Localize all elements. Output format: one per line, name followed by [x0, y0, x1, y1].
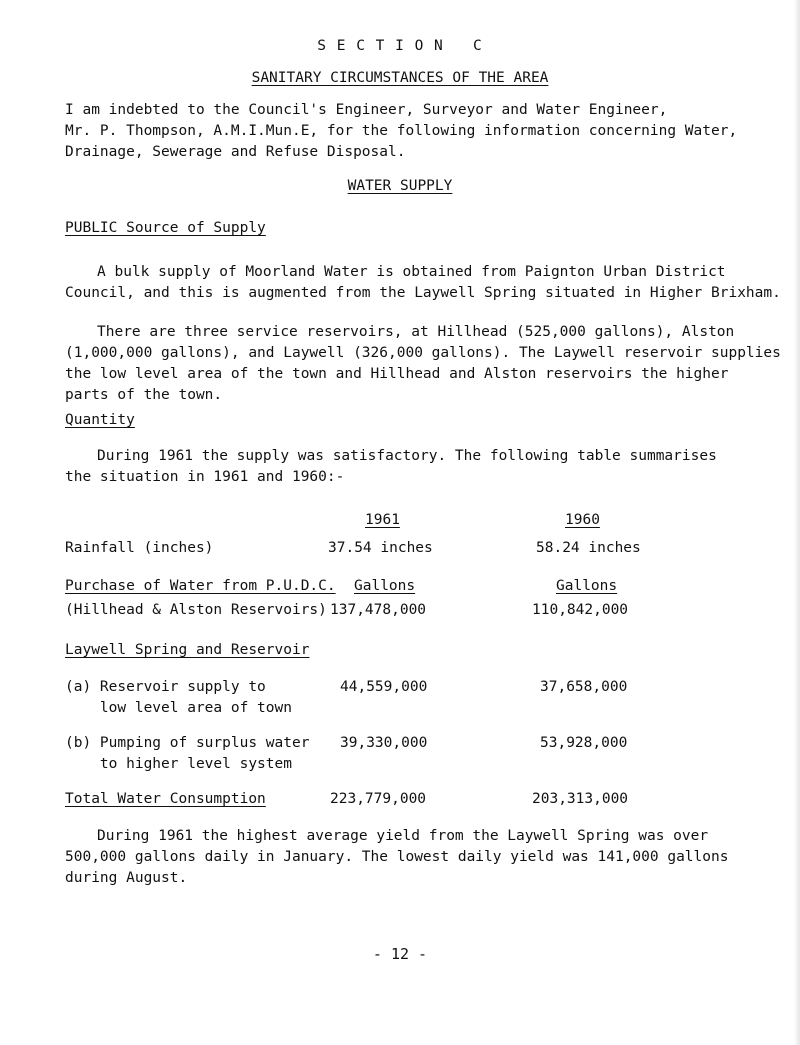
year-header-1960: 1960	[565, 512, 600, 528]
row-a-label-2: low level area of town	[65, 700, 292, 716]
row-a-1960: 37,658,000	[540, 679, 628, 695]
intro-paragraph	[65, 100, 775, 163]
public-source-line: Council, and this is augmented from the Laywell Spring situated in Higher Brixham.	[65, 285, 781, 301]
rainfall-1961: 37.54 inches	[328, 540, 433, 556]
public-source-line: A bulk supply of Moorland Water is obtained from Paignton Urban District	[97, 264, 726, 280]
purchase-1960: 110,842,000	[532, 602, 629, 618]
row-b-label-1: (b) Pumping of surplus water	[65, 735, 310, 751]
total-label: Total Water Consumption	[65, 791, 266, 807]
reservoirs-line: the low level area of the town and Hillhead and Alston reservoirs the higher	[65, 366, 729, 382]
intro-line: Mr. P. Thompson, A.M.I.Mun.E, for the following information concerning Water,	[65, 123, 738, 139]
section-heading: S E C T I O N C	[317, 38, 483, 54]
laywell-heading: Laywell Spring and Reservoir	[65, 642, 310, 658]
public-source-heading: PUBLIC Source of Supply	[65, 220, 266, 236]
quantity-paragraph	[65, 446, 800, 488]
purchase-1961: 137,478,000	[330, 602, 427, 618]
row-b-label-2: to higher level system	[65, 756, 292, 772]
row-a-1961: 44,559,000	[340, 679, 428, 695]
reservoirs-line: There are three service reservoirs, at Hillhead (525,000 gallons), Alston	[97, 324, 735, 340]
total-1960: 203,313,000	[532, 791, 629, 807]
intro-line: I am indebted to the Council's Engineer, Surveyor and Water Engineer,	[65, 102, 668, 118]
rainfall-1960: 58.24 inches	[536, 540, 641, 556]
page-number: - 12 -	[372, 945, 428, 963]
intro-line: Drainage, Sewerage and Refuse Disposal.	[65, 144, 406, 160]
water-supply-heading: WATER SUPPLY	[347, 178, 453, 194]
row-b-1961: 39,330,000	[340, 735, 428, 751]
year-header-1961: 1961	[365, 512, 400, 528]
purchase-sublabel: (Hillhead & Alston Reservoirs)	[65, 602, 327, 618]
row-a-label-1: (a) Reservoir supply to	[65, 679, 266, 695]
total-1961: 223,779,000	[330, 791, 427, 807]
quantity-line: the situation in 1961 and 1960:-	[65, 469, 345, 485]
closing-line: during August.	[65, 870, 188, 886]
row-b-1960: 53,928,000	[540, 735, 628, 751]
rainfall-label: Rainfall (inches)	[65, 540, 214, 556]
public-source-paragraph	[65, 262, 800, 304]
purchase-unit-1960: Gallons	[556, 578, 618, 594]
closing-paragraph	[65, 826, 800, 889]
reservoirs-line: (1,000,000 gallons), and Laywell (326,000 gallons). The Laywell reservoir supplies	[65, 345, 781, 361]
closing-line: During 1961 the highest average yield from the Laywell Spring was over	[97, 828, 709, 844]
purchase-unit-1961: Gallons	[354, 578, 416, 594]
reservoirs-line: parts of the town.	[65, 387, 223, 403]
quantity-heading: Quantity	[65, 412, 135, 428]
purchase-label: Purchase of Water from P.U.D.C.	[65, 578, 336, 594]
sub-heading: SANITARY CIRCUMSTANCES OF THE AREA	[251, 70, 549, 86]
quantity-line: During 1961 the supply was satisfactory. The following table summarises	[97, 448, 717, 464]
reservoirs-paragraph	[65, 322, 800, 406]
page-edge-shadow	[794, 0, 800, 1045]
closing-line: 500,000 gallons daily in January. The lowest daily yield was 141,000 gallons	[65, 849, 729, 865]
